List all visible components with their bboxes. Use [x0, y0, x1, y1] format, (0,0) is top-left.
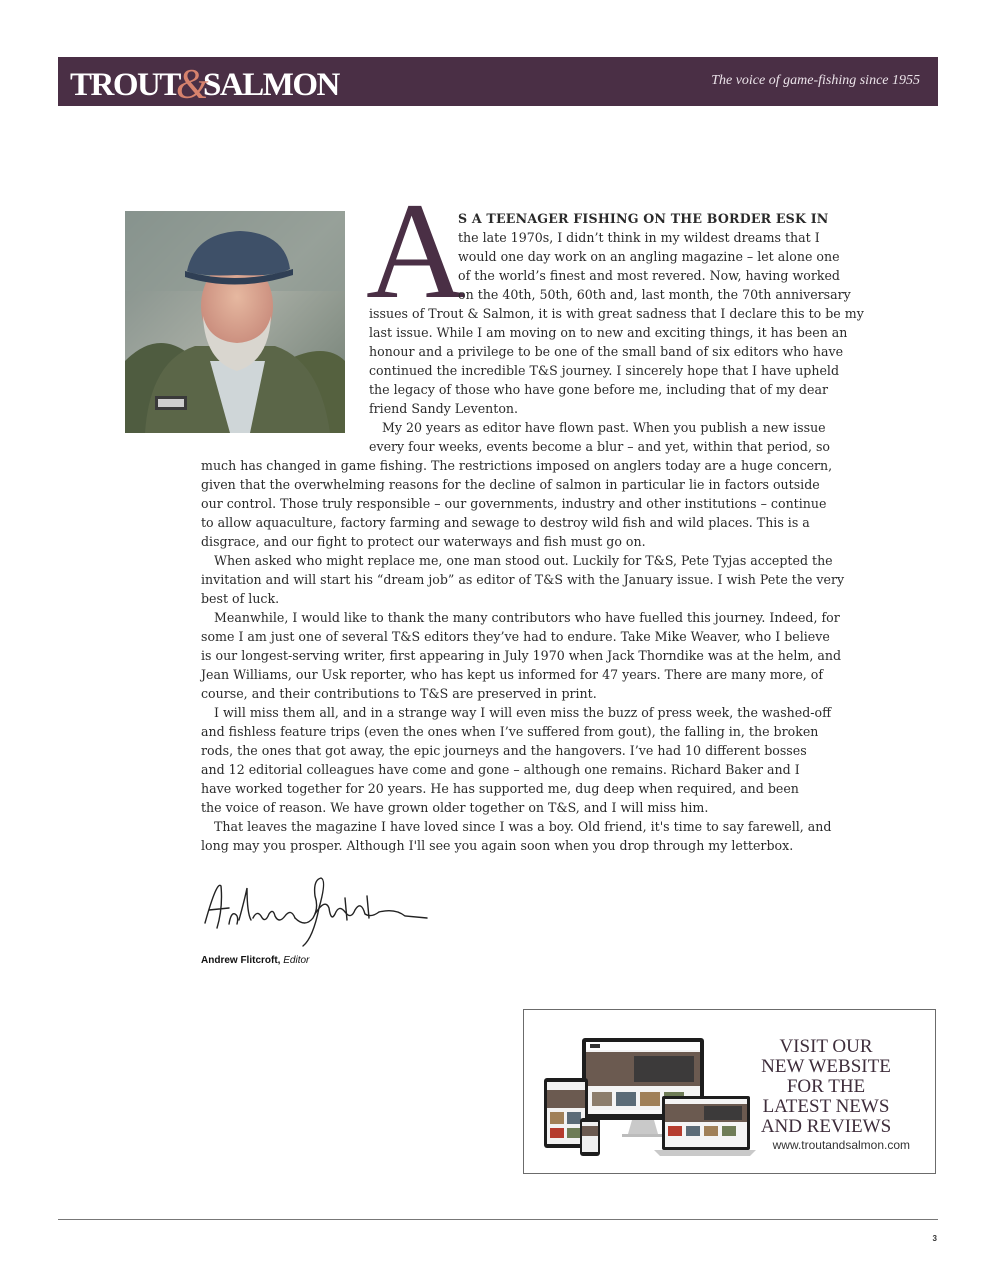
text-line: and fishless feature trips (even the ones when I’ve suffered from gout), the falling in, the broken — [201, 724, 819, 739]
editor-name: Andrew Flitcroft, — [201, 955, 281, 966]
text-line: have worked together for 20 years. He has supported me, dug deep when required, and been — [201, 781, 799, 796]
text-line: the voice of reason. We have grown older together on T&S, and I will miss him. — [201, 800, 709, 815]
text-line: When asked who might replace me, one man stood out. Luckily for T&S, Pete Tyjas accepted the — [214, 553, 833, 568]
text-line: invitation and will start his “dream job” as editor of T&S with the January issue. I wish Pete the very — [201, 572, 845, 587]
masthead — [58, 57, 938, 106]
text-line: continued the incredible T&S journey. I sincerely hope that I have upheld — [369, 363, 840, 378]
logo-ampersand: & — [175, 62, 208, 108]
text-line: on the 40th, 50th, 60th and, last month, the 70th anniversary — [458, 287, 851, 302]
text-line: Jean Williams, our Usk reporter, who has kept us informed for 47 years. There are many more, of — [201, 667, 824, 682]
text-line: I will miss them all, and in a strange way I will even miss the buzz of press week, the washed-off — [214, 705, 832, 720]
article-intro-beside-photo — [369, 304, 864, 456]
promo-line: AND REVIEWS — [760, 1116, 892, 1137]
text-line: honour and a privilege to be one of the small band of six editors who have — [369, 344, 844, 359]
text-line: of the world’s finest and most revered. Now, having worked — [458, 268, 840, 283]
text-line: long may you prosper. Although I'll see you again soon when you drop through my letterbox. — [201, 838, 794, 853]
article-body — [201, 456, 844, 855]
footer-rule — [58, 1219, 938, 1220]
page-number: 3 — [932, 1234, 937, 1243]
text-line: disgrace, and our fight to protect our waterways and fish must go on. — [201, 534, 646, 549]
promo-line: FOR THE — [786, 1076, 866, 1097]
text-line: best of luck. — [201, 591, 280, 606]
promo-url-link[interactable]: www.troutandsalmon.com — [772, 1138, 910, 1152]
website-promo[interactable] — [523, 1009, 936, 1174]
editor-photo — [125, 211, 345, 433]
text-line: friend Sandy Leventon. — [369, 401, 519, 416]
text-line: every four weeks, events become a blur – and yet, within that period, so — [369, 439, 831, 454]
text-line: Meanwhile, I would like to thank the many contributors who have fuelled this journey. Indeed, for — [214, 610, 840, 625]
drop-cap: A — [366, 174, 466, 327]
text-line: last issue. While I am moving on to new and exciting things, it has been an — [369, 325, 848, 340]
promo-line: LATEST NEWS — [762, 1096, 890, 1117]
text-line: rods, the ones that got away, the epic journeys and the hangovers. I’ve had 10 different bosses — [201, 743, 807, 758]
tagline: The voice of game-fishing since 1955 — [711, 73, 920, 88]
text-line: our control. Those truly responsible – our governments, industry and other institutions – continue — [201, 496, 827, 511]
promo-line: NEW WEBSITE — [761, 1056, 891, 1077]
article-intro-wrapped — [458, 209, 851, 304]
text-line: to allow aquaculture, factory farming and sewage to destroy wild fish and wild places. This is a — [201, 515, 810, 530]
text-line: given that the overwhelming reasons for the decline of salmon in particular lie in factors outside — [201, 477, 820, 492]
text-line: That leaves the magazine I have loved since I was a boy. Old friend, it's time to say farewell, and — [214, 819, 832, 834]
text-line: is our longest-serving writer, first appearing in July 1970 when Jack Thorndike was at the helm, and — [201, 648, 842, 663]
logo-trout: TROUT — [70, 67, 180, 103]
logo[interactable] — [70, 62, 339, 108]
promo-line: VISIT OUR — [779, 1036, 873, 1057]
text-line: much has changed in game fishing. The restrictions imposed on anglers today are a huge concern, — [201, 458, 833, 473]
promo-heading — [741, 1037, 911, 1137]
text-line: would one day work on an angling magazine – let alone one — [458, 249, 840, 264]
text-line: course, and their contributions to T&S are preserved in print. — [201, 686, 597, 701]
signature-caption — [201, 955, 309, 966]
text-line: some I am just one of several T&S editors they’ve had to endure. Take Mike Weaver, who I believe — [201, 629, 830, 644]
text-line: My 20 years as editor have flown past. When you publish a new issue — [382, 420, 826, 435]
editor-signature — [195, 868, 440, 956]
logo-salmon: SALMON — [203, 67, 339, 103]
text-line: the late 1970s, I didn’t think in my wildest dreams that I — [458, 230, 820, 245]
text-line: S A TEENAGER FISHING ON THE BORDER ESK IN — [458, 211, 829, 226]
devices-illustration — [544, 1034, 756, 1160]
editor-role: Editor — [283, 955, 310, 966]
text-line: issues of Trout & Salmon, it is with great sadness that I declare this to be my — [369, 306, 864, 321]
text-line: the legacy of those who have gone before me, including that of my dear — [369, 382, 828, 397]
text-line: and 12 editorial colleagues have come and gone – although one remains. Richard Baker and I — [201, 762, 800, 777]
